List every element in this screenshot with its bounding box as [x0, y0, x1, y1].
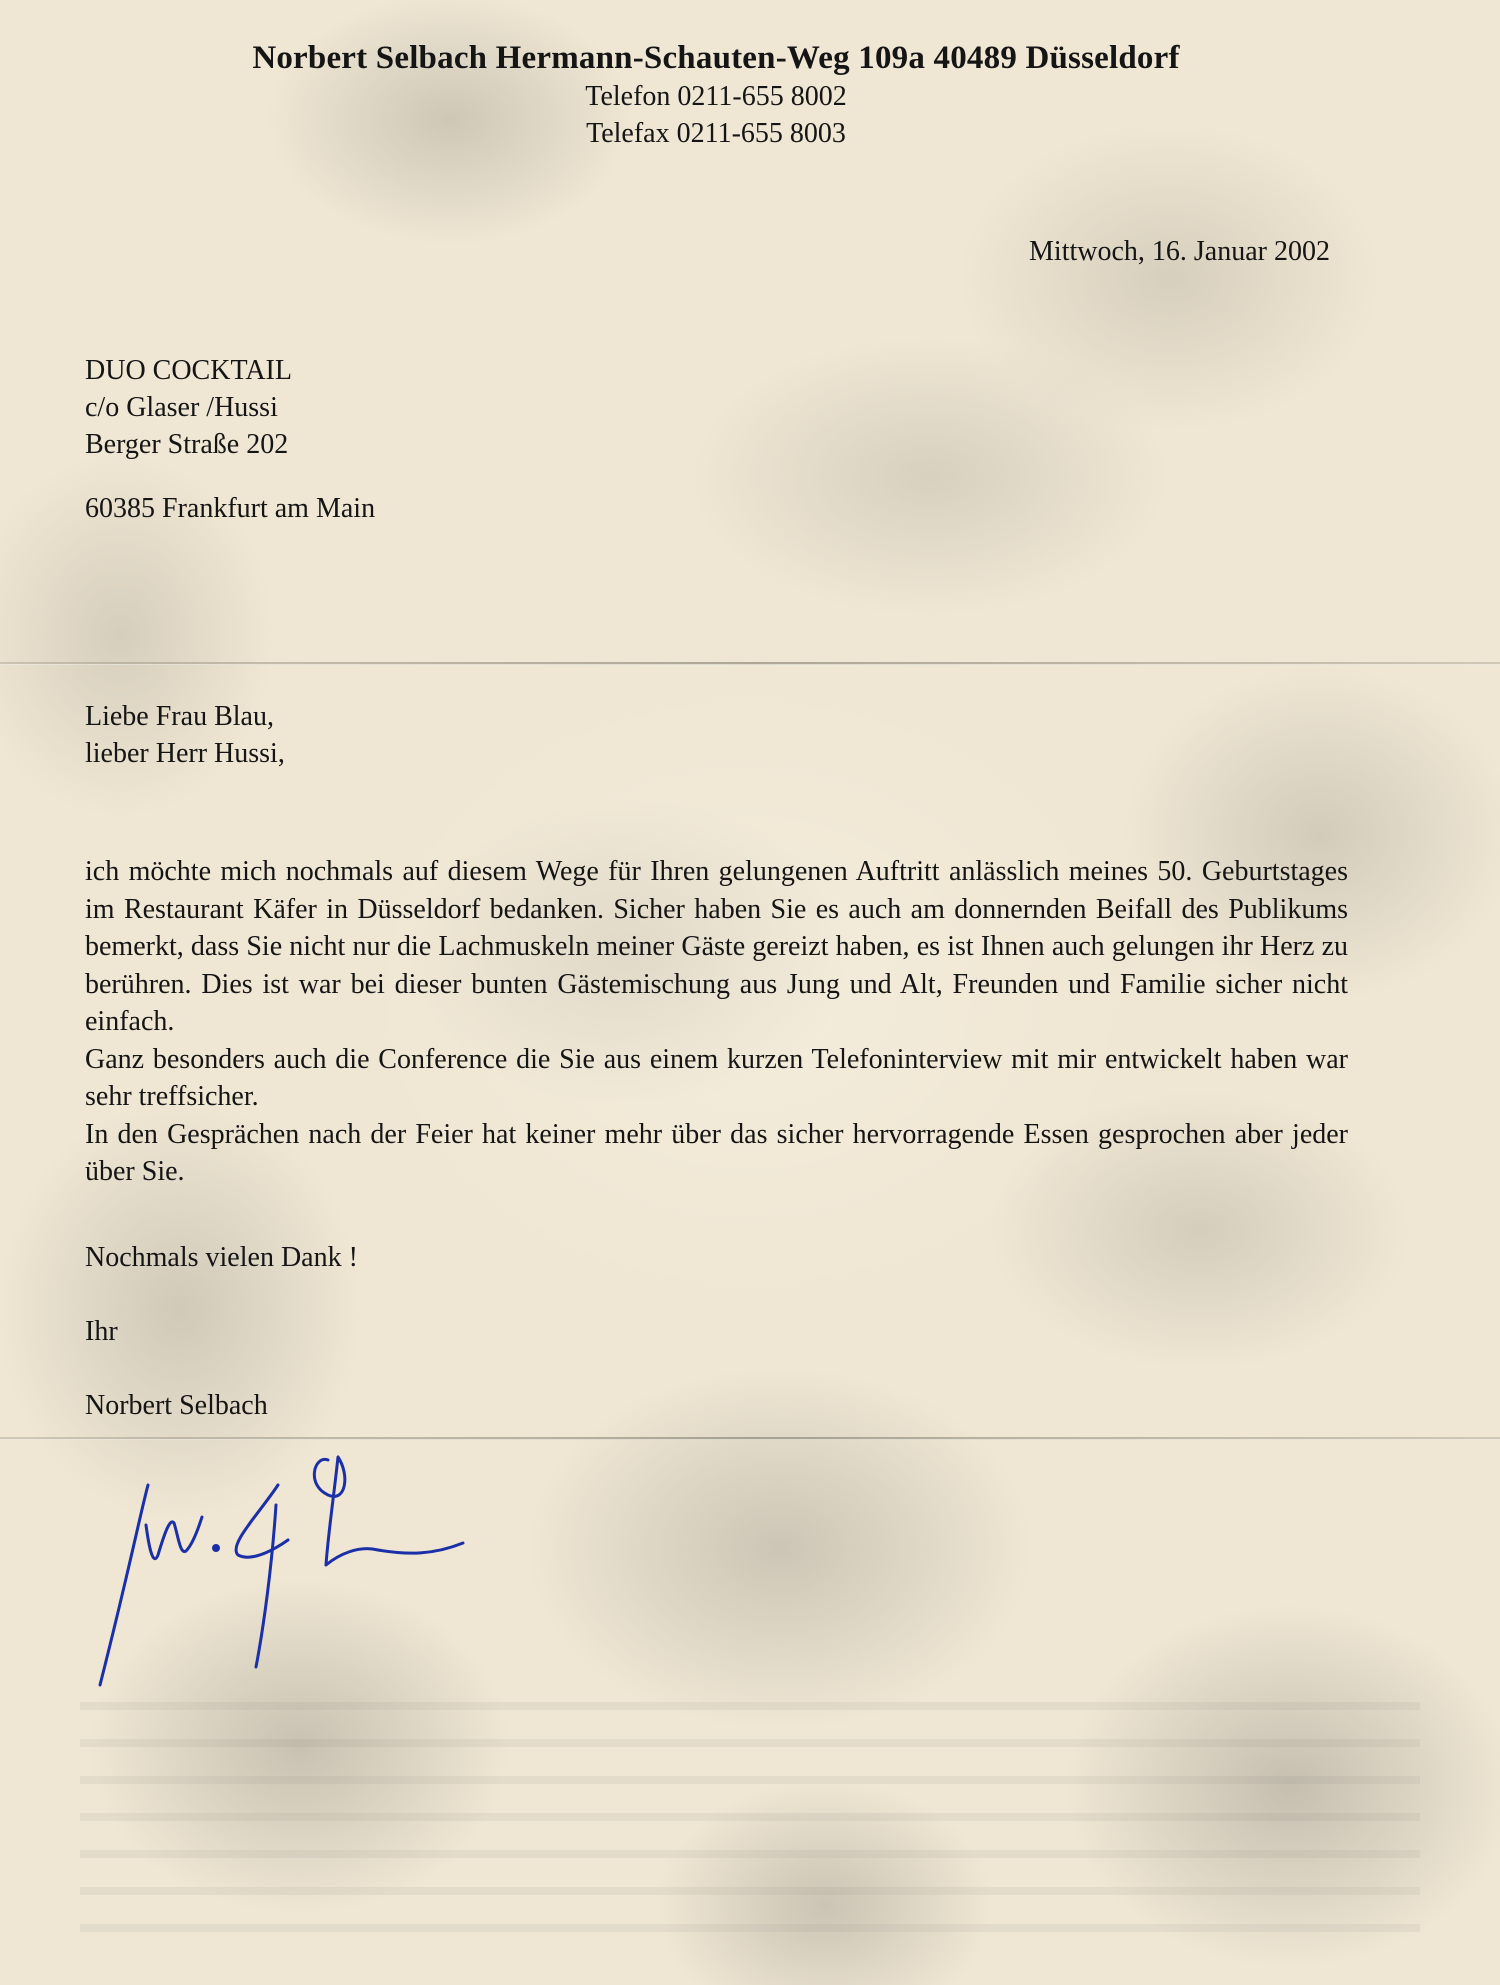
closing-thanks: Nochmals vielen Dank !: [85, 1242, 358, 1273]
recipient-line: DUO COCKTAIL: [85, 355, 292, 386]
recipient-line: Berger Straße 202: [85, 429, 289, 460]
letter-body: [85, 853, 1348, 1191]
sender-name-address: Norbert Selbach Hermann-Schauten-Weg 109a 40489 Düsseldorf: [252, 40, 1180, 76]
body-paragraph: In den Gesprächen nach der Feier hat keiner mehr über das sicher hervorragende Essen gesprochen aber jeder über Sie.: [85, 1118, 1348, 1187]
recipient-address: [85, 352, 375, 527]
body-paragraph: Ganz besonders auch die Conference die Sie aus einem kurzen Telefoninterview mit mir entwickelt haben war sehr treffsicher.: [85, 1043, 1348, 1112]
salutation: [85, 698, 285, 772]
letter-date: Mittwoch, 16. Januar 2002: [1029, 236, 1330, 267]
body-paragraph: ich möchte mich nochmals auf diesem Wege für Ihren gelungenen Auftritt anlässlich meines 50. Geburtstages im Restaurant Käfer in Düsseldorf bedanken. Sicher haben Sie es auch am donnernden Beifall des Publikums bemerkt, dass Sie nicht nur die Lachmuskeln meiner Gäste gereizt haben, es ist Ihnen auch gelungen ihr Herz zu berühren. Dies ist war bei dieser bunten Gästemischung aus Jung und Alt, Freunden und Familie sicher nicht einfach.: [85, 856, 1348, 1037]
handwritten-signature: [88, 1405, 508, 1705]
recipient-line: c/o Glaser /Hussi: [85, 392, 278, 423]
letterhead: [0, 38, 1432, 152]
recipient-line: 60385 Frankfurt am Main: [85, 493, 376, 524]
closing-name: Norbert Selbach: [85, 1390, 268, 1421]
paper-fold-line: [0, 662, 1500, 665]
salutation-line: Liebe Frau Blau,: [85, 701, 274, 732]
salutation-line: lieber Herr Hussi,: [85, 738, 285, 769]
sender-fax: Telefax 0211-655 8003: [586, 118, 846, 149]
bleed-through-text: [80, 1680, 1420, 1960]
closing-yours: Ihr: [85, 1316, 118, 1347]
sender-phone: Telefon 0211-655 8002: [585, 81, 847, 112]
